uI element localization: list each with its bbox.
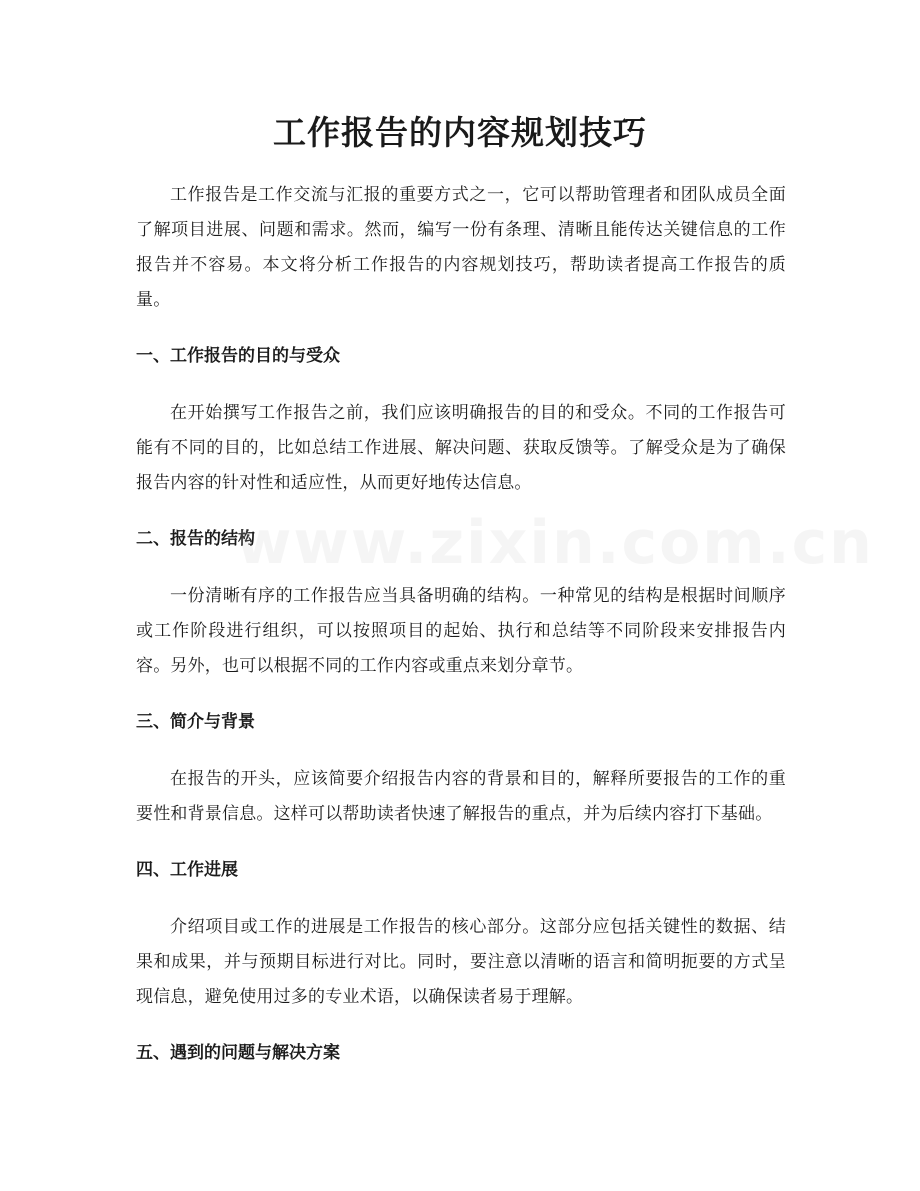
section-paragraph: 介绍项目或工作的进展是工作报告的核心部分。这部分应包括关键性的数据、结果和成果，并与预期目标进行对比。同时，要注意以清晰的语言和简明扼要的方式呈现信息，避免使用过多的专业术语，以确保读者易于理解。 (136, 917, 786, 1007)
section-heading: 二、报告的结构 (136, 529, 255, 549)
section-heading: 一、工作报告的目的与受众 (136, 346, 340, 366)
section-heading: 三、简介与背景 (136, 712, 255, 732)
section-paragraph: 一份清晰有序的工作报告应当具备明确的结构。一种常见的结构是根据时间顺序或工作阶段进行组织，可以按照项目的起始、执行和总结等不同阶段来安排报告内容。另外，也可以根据不同的工作内容或重点来划分章节。 (136, 586, 786, 676)
page-title: 工作报告的内容规划技巧 (273, 113, 647, 152)
watermark: www.zixin.com.cn (236, 508, 874, 578)
section-3 (136, 705, 786, 832)
section-5 (136, 1036, 786, 1071)
intro-paragraph: 工作报告是工作交流与汇报的重要方式之一，它可以帮助管理者和团队成员全面了解项目进展、问题和需求。然而，编写一份有条理、清晰且能传达关键信息的工作报告并不容易。本文将分析工作报告的内容规划技巧，帮助读者提高工作报告的质量。 (136, 185, 786, 310)
section-1 (136, 339, 786, 501)
section-heading: 五、遇到的问题与解决方案 (136, 1043, 340, 1063)
section-paragraph: 在开始撰写工作报告之前，我们应该明确报告的目的和受众。不同的工作报告可能有不同的目的，比如总结工作进展、解决问题、获取反馈等。了解受众是为了确保报告内容的针对性和适应性，从而更好地传达信息。 (136, 403, 786, 493)
section-2 (136, 522, 786, 684)
section-paragraph: 在报告的开头，应该简要介绍报告内容的背景和目的，解释所要报告的工作的重要性和背景信息。这样可以帮助读者快速了解报告的重点，并为后续内容打下基础。 (136, 769, 786, 824)
document-body (136, 178, 786, 1071)
section-heading: 四、工作进展 (136, 860, 238, 880)
section-4 (136, 853, 786, 1015)
